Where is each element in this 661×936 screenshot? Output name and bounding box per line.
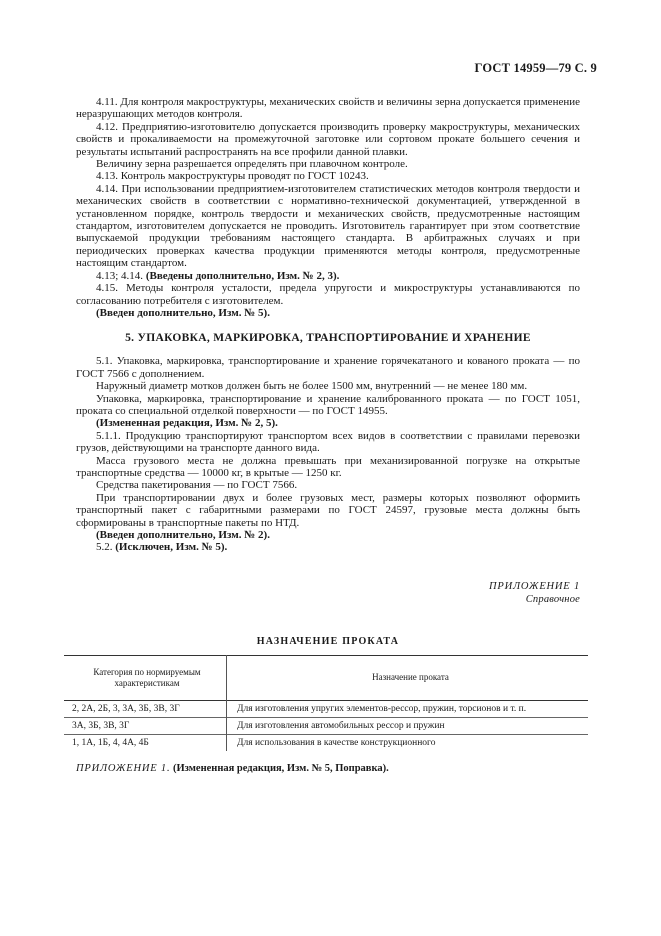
header-category: Категория по нормируемым характеристикам — [93, 666, 201, 688]
note-prefix: 4.13; 4.14. — [96, 269, 144, 282]
cell-purpose: Для использования в качестве конструкционного — [227, 734, 589, 751]
appendix-footnote — [76, 763, 580, 774]
paragraph-4-14: 4.14. При использовании предприятием-изготовителем статистических методов контроля твердости и механических свойств в соответствии с нормативно-технической документацией, утвержденной в установленном порядке, контроль твердости и механических свойств, предусмотренные настоящим стандартом, изготовителем допускается не проводить. Изготовитель гарантирует при этом соответствие выпускаемой продукции требованиям настоящего стандарта. В арбитражных случаях и при периодических проверках качества продукции применяются методы контроля, предусмотренные настоящим стандартом. — [76, 182, 580, 270]
paragraph-4-11: 4.11. Для контроля макроструктуры, механических свойств и величины зерна допускается применение неразрушающих методов контроля. — [76, 96, 580, 121]
paragraph-5-1-1: 5.1.1. Продукцию транспортируют транспортом всех видов в соответствии с правилами перевозки грузов, действующими на транспорте данного вида. — [76, 429, 580, 455]
table-header-row — [64, 655, 588, 700]
paragraph-4-15-note: (Введен дополнительно, Изм. № 5). — [96, 306, 270, 319]
paragraph-coil-diameter: Наружный диаметр мотков должен быть не более 1500 мм, внутренний — не менее 180 мм. — [96, 380, 528, 393]
paragraph-mass: Масса грузового места не должна превышать при механизированной погрузке на открытые транспортные средства — 10000 кг, в крытые — 1250 кг. — [76, 454, 580, 479]
paragraph-5-1-note: (Измененная редакция, Изм. № 2, 5). — [96, 417, 278, 430]
paragraph-packaging: Средства пакетирования — по ГОСТ 7566. — [96, 479, 298, 492]
cell-category: 3А, 3Б, 3В, 3Г — [72, 720, 130, 731]
cell-purpose: Для изготовления упругих элементов-рессор, пружин, торсионов и т. п. — [227, 700, 589, 717]
footnote-bold: (Измененная редакция, Изм. № 5, Поправка). — [173, 763, 389, 775]
footnote-italic: ПРИЛОЖЕНИЕ 1. — [76, 763, 171, 775]
header-purpose: Назначение проката — [227, 655, 589, 700]
page-header: ГОСТ 14959—79 С. 9 — [474, 61, 597, 75]
table-row — [64, 700, 588, 717]
p52-prefix: 5.2. — [96, 541, 113, 554]
cell-category: 1, 1А, 1Б, 4, 4А, 4Б — [72, 738, 149, 749]
table-row — [64, 717, 588, 734]
table-row — [64, 734, 588, 751]
table-title: НАЗНАЧЕНИЕ ПРОКАТА — [256, 635, 400, 647]
appendix-label-block — [76, 580, 580, 606]
paragraph-calibrated: Упаковка, маркировка, транспортирование и хранение калиброванного проката — по ГОСТ 1051, проката со специальной отделкой поверхности — по ГОСТ 14955. — [76, 392, 580, 417]
cell-purpose: Для изготовления автомобильных рессор и пружин — [227, 717, 589, 734]
cell-category: 2, 2А, 2Б, 3, 3А, 3Б, 3В, 3Г — [72, 703, 180, 714]
document-body — [72, 96, 580, 775]
paragraph-4-13-4-14-note — [76, 270, 580, 282]
purpose-table — [64, 655, 588, 752]
paragraph-transport-packages: При транспортировании двух и более грузовых мест, размеры которых позволяют оформить транспортный пакет с габаритными размерами по ГОСТ 24597, грузовые места должны быть сформированы в транспортные пакеты по НТД. — [76, 491, 580, 529]
paragraph-5-2 — [76, 541, 580, 553]
paragraph-grain: Величину зерна разрешается определять при плавочном контроле. — [96, 158, 408, 171]
note-bold: (Введены дополнительно, Изм. № 2, 3). — [145, 269, 340, 282]
paragraph-5-1: 5.1. Упаковка, маркировка, транспортирование и хранение горячекатаного и кованого проката — по ГОСТ 7566 с дополнением. — [76, 355, 580, 380]
paragraph-4-15: 4.15. Методы контроля усталости, предела упругости и микроструктуры устанавливаются по согласованию потребителя с изготовителем. — [76, 282, 580, 307]
section-title: 5. УПАКОВКА, МАРКИРОВКА, ТРАНСПОРТИРОВАНИЕ И ХРАНЕНИЕ — [125, 332, 531, 345]
paragraph-4-12: 4.12. Предприятию-изготовителю допускается производить проверку макроструктуры, механических свойств и прокаливаемости на промежуточной заготовке или сортовом прокате большего сечения и результаты испытаний распространять на все профили данной плавки. — [76, 120, 580, 158]
paragraph-4-13: 4.13. Контроль макроструктуры проводят по ГОСТ 10243. — [96, 170, 369, 183]
p52-bold: (Исключен, Изм. № 5). — [115, 541, 228, 554]
paragraph-5-1-1-note: (Введен дополнительно, Изм. № 2). — [96, 529, 270, 541]
appendix-sub: Справочное — [525, 593, 580, 605]
appendix-label: ПРИЛОЖЕНИЕ 1 — [489, 580, 580, 592]
